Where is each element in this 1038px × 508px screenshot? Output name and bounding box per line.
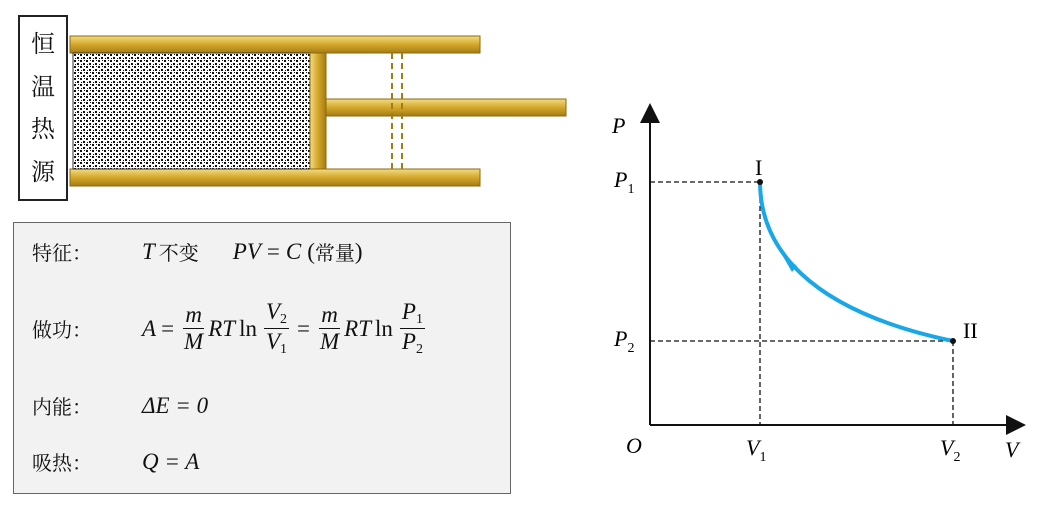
feature-C: C [285,238,302,264]
internal-energy-label: 内能： [32,395,92,419]
work-RT-2: RT [344,315,372,341]
heat-source-char-4: 源 [31,157,55,186]
heat-source-char-1: 恒 [31,30,55,59]
work-fraction-m-over-M-2 [318,302,341,356]
work-V-sub2: 2 [280,312,288,327]
p2-label [613,326,634,356]
p1-label [613,167,634,197]
cylinder-piston-diagram [68,30,573,190]
feature-const-close: ) [354,238,363,264]
heat-absorbed-label: 吸热： [32,451,92,475]
piston-head [310,53,326,169]
work-ln-2: ln [375,315,393,341]
v1-label [746,435,766,465]
cylinder-bottom-wall [70,169,480,186]
work-fraction-P1-over-P2 [400,299,425,358]
state-1-label: I [755,155,763,180]
heat-source-char-2: 温 [31,72,55,101]
feature-T: T [142,238,155,264]
work-m-2: m [319,302,340,329]
feature-row [32,237,363,266]
work-V-sub1: 1 [280,342,288,358]
heat-absorbed-row [32,447,199,476]
v2-label-sub: 2 [953,450,961,465]
origin-label: O [626,433,642,458]
work-M-2: M [320,329,340,355]
v2-label [940,435,960,465]
work-P-den: P [401,329,416,355]
x-axis-label: V [1005,437,1019,462]
work-fraction-V2-over-V1 [264,299,289,358]
gas-region [73,53,310,169]
work-eq-2: = [297,315,310,341]
internal-energy-expr: ΔE = 0 [142,392,209,418]
internal-energy-row [32,391,208,420]
work-RT-1: RT [208,315,236,341]
feature-label: 特征： [32,241,92,265]
work-M-1: M [184,329,204,355]
work-eq-1: = [161,315,175,341]
feature-const-text: 常量 [314,241,355,265]
work-V-den: V [265,329,281,355]
feature-PV: PV [232,238,261,264]
state-2-label: II [963,318,978,343]
y-axis-label: P [612,113,626,138]
heat-source-box [18,15,68,201]
feature-unchanged: 不变 [158,241,199,265]
work-P-num: P [401,299,416,324]
work-fraction-m-over-M-1 [182,302,205,356]
work-P-sub2: 2 [415,342,423,358]
work-m-1: m [183,302,204,329]
work-label: 做功： [32,318,92,343]
work-ln-1: ln [239,315,257,341]
cylinder-top-wall [70,36,480,53]
work-V-num: V [265,299,281,324]
pv-graph [600,95,1030,465]
v1-label-sub: 1 [759,450,767,465]
work-A: A [142,315,157,341]
work-row [32,299,428,358]
p1-label-P: P [614,167,628,192]
v1-label-V: V [746,435,760,460]
state-point-2 [950,338,956,344]
p2-label-sub: 2 [627,341,635,356]
p2-label-P: P [614,326,628,351]
piston-rod [326,99,566,116]
feature-eq: = [266,238,280,264]
heat-source-char-3: 热 [31,115,55,144]
work-P-sub1: 1 [415,312,423,327]
v2-label-V: V [940,435,954,460]
p1-label-sub: 1 [627,182,635,197]
heat-absorbed-expr: Q = A [142,448,200,474]
formula-panel [13,222,511,494]
feature-const-open: ( [307,238,315,264]
